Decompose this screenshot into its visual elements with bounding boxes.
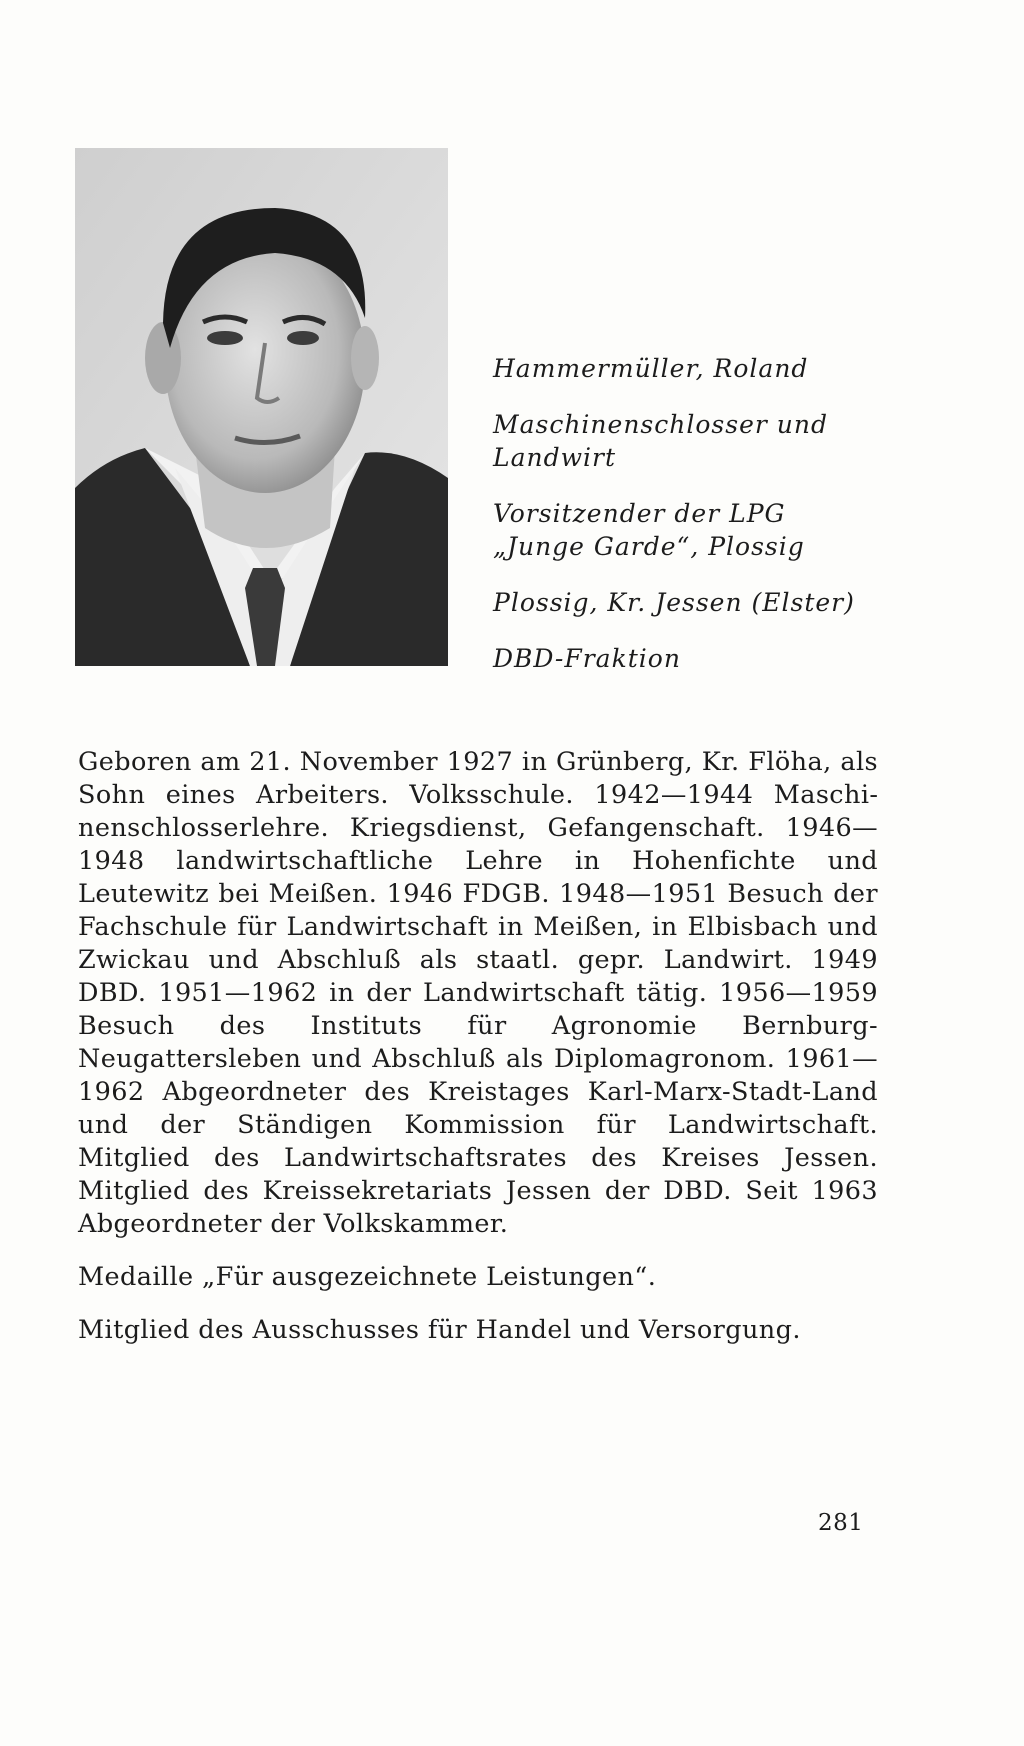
portrait-photo: [75, 148, 448, 666]
portrait-photo-icon: [75, 148, 448, 666]
member-info: [493, 352, 913, 698]
award-line: Medaille „Für ausgezeichnete Leistungen“.: [78, 1262, 657, 1292]
committee-line: Mitglied des Ausschusses für Handel und Versorgung.: [78, 1315, 801, 1345]
position-line-2: „Junge Garde“, Plossig: [493, 532, 805, 561]
member-name: Hammermüller, Roland: [493, 354, 809, 383]
member-residence: Plossig, Kr. Jessen (Elster): [493, 588, 855, 617]
member-position: [493, 497, 913, 563]
member-profession: [493, 408, 913, 474]
position-line-1: Vorsitzender der LPG: [493, 499, 786, 528]
profession-line-2: Landwirt: [493, 443, 617, 472]
profession-line-1: Maschinenschlosser und: [493, 410, 828, 439]
biography: [78, 746, 878, 1367]
member-faction: DBD-Fraktion: [493, 644, 681, 673]
page-number: 281: [818, 1510, 864, 1536]
biography-paragraph: Geboren am 21. November 1927 in Grünberg, Kr. Flöha, als Sohn eines Arbeiters. Volksschule. 1942—1944 Maschinenschlosserlehre. Kriegsdienst, Gefangenschaft. 1946—1948 landwirtschaftliche Lehre in Hohenfichte und Leutewitz bei Meißen. 1946 FDGB. 1948—1951 Besuch der Fachschule für Landwirtschaft in Meißen, in Elbisbach und Zwickau und Abschluß als staatl. gepr. Landwirt. 1949 DBD. 1951—1962 in der Landwirtschaft tätig. 1956—1959 Besuch des Instituts für Agronomie Bernburg-Neugattersleben und Abschluß als Diplomagronom. 1961—1962 Abgeordneter des Kreistages Karl-Marx-Stadt-Land und der Ständigen Kommission für Landwirtschaft. Mitglied des Landwirtschaftsrates des Kreises Jessen. Mitglied des Kreissekretariats Jessen der DBD. Seit 1963 Abgeordneter der Volkskammer.: [78, 747, 878, 1239]
